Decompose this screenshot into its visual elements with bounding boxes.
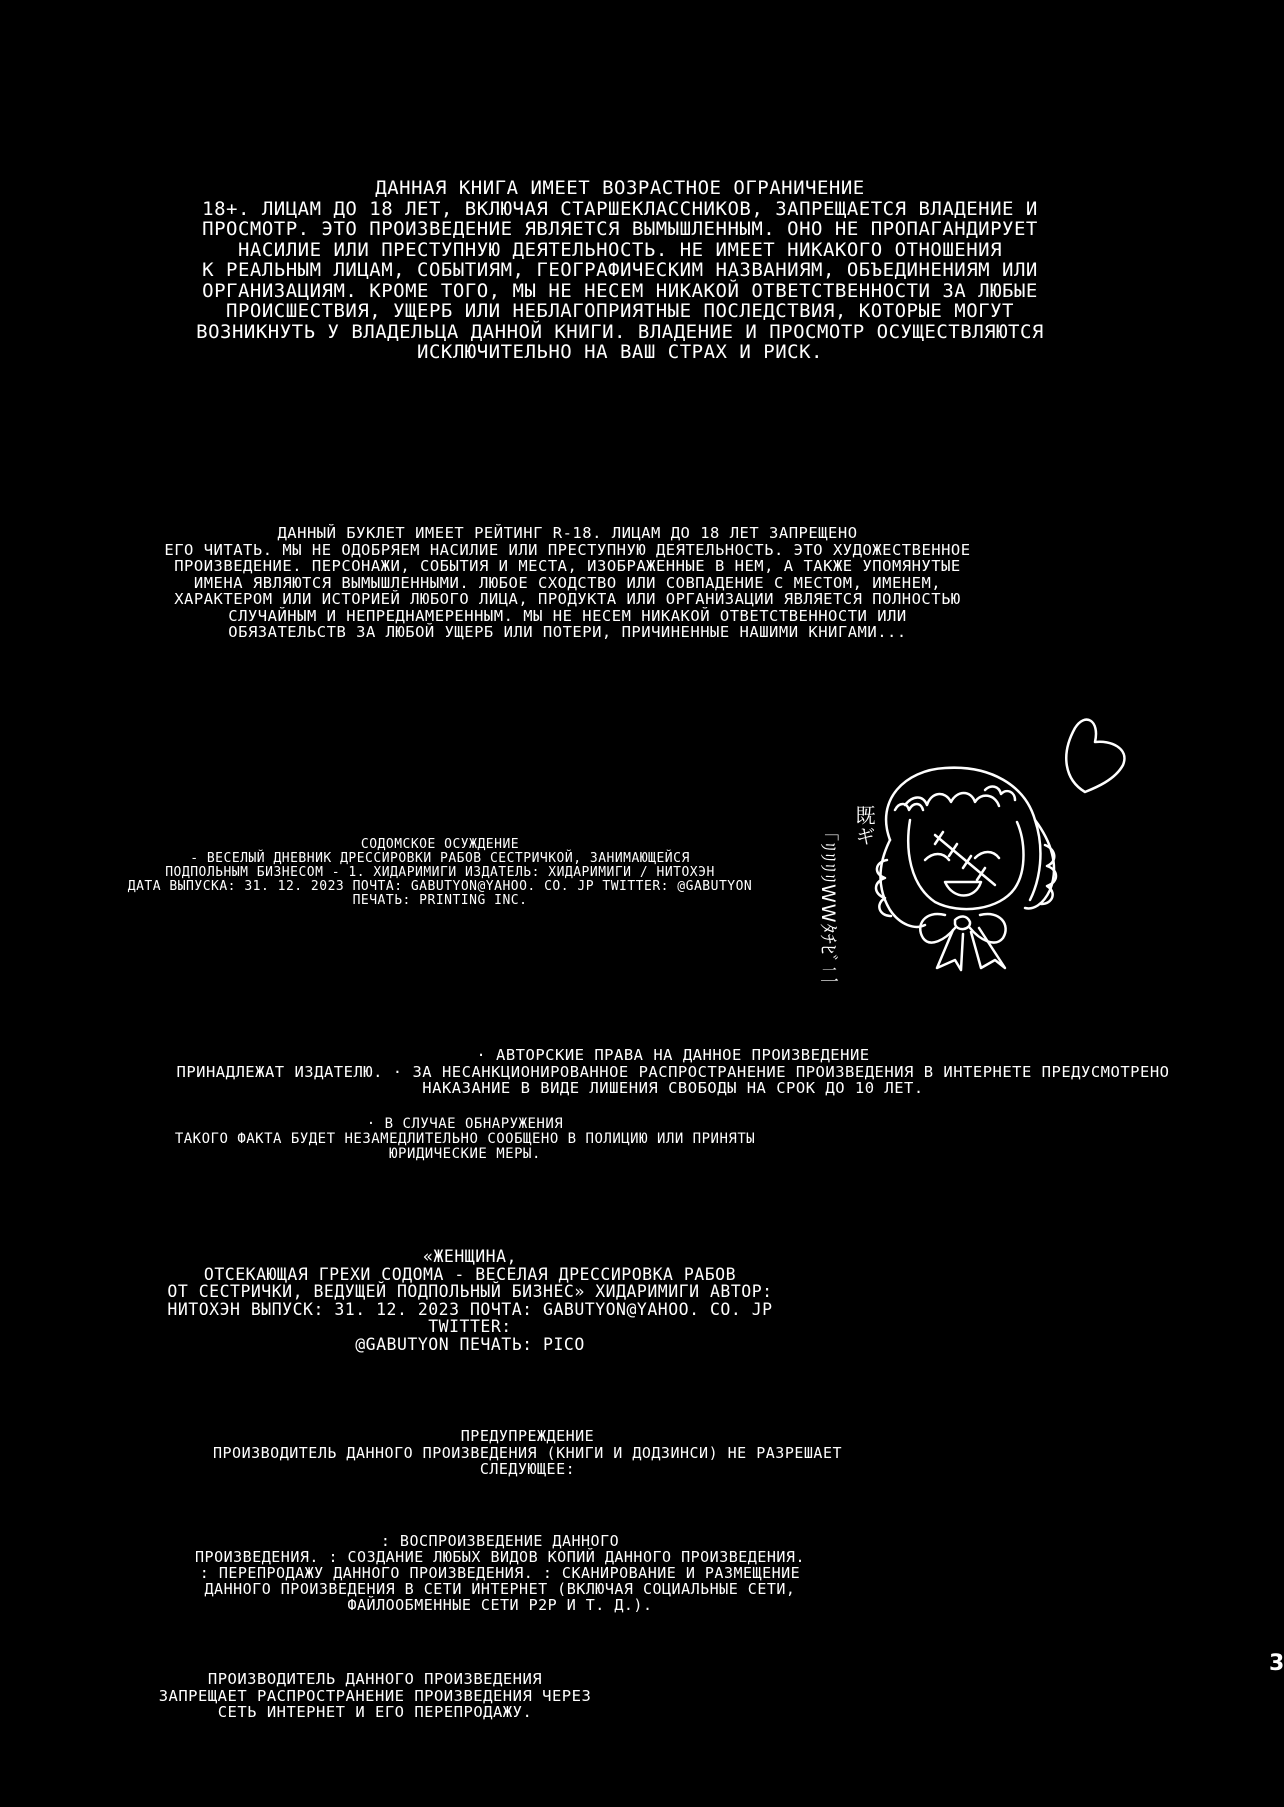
heart-icon [1066,720,1124,792]
internet-prohibition-notice: ПРОИЗВОДИТЕЛЬ ДАННОГО ПРОИЗВЕДЕНИЯ ЗАПРЕЩАЕТ РАСПРОСТРАНЕНИЕ ПРОИЗВЕДЕНИЯ ЧЕРЕЗ СЕТЬ ИНТЕРНЕТ И ЕГО ПЕРЕПРОДАЖУ. [158,1670,592,1721]
page-number: 3 [1269,1651,1284,1676]
warning-heading: ПРЕДУПРЕЖДЕНИЕ ПРОИЗВОДИТЕЛЬ ДАННОГО ПРОИЗВЕДЕНИЯ (КНИГИ И ДОДЗИНСИ) НЕ РАЗРЕШАЕТ СЛЕДУЮЩЕЕ: [212,1427,843,1478]
colophon-long: «ЖЕНЩИНА, ОТСЕКАЮЩАЯ ГРЕХИ СОДОМА - ВЕСЕЛАЯ ДРЕССИРОВКА РАБОВ ОТ СЕСТРИЧКИ, ВЕДУЩЕЙ ПОДПОЛЬНЫЙ БИЗНЕС» ХИДАРИМИГИ АВТОР: НИТОХЭН ВЫПУСК: 31. 12. 2023 ПОЧТА: GABUTYON@YAHOO. CO. JP TWITTER: @GABUTYON ПЕЧАТЬ: PICO [167,1247,773,1354]
copyright-notice: · АВТОРСКИЕ ПРАВА НА ДАННОЕ ПРОИЗВЕДЕНИЕ ПРИНАДЛЕЖАТ ИЗДАТЕЛЮ. · ЗА НЕСАНКЦИОНИРОВАННОЕ РАСПРОСТРАНЕНИЕ ПРОИЗВЕДЕНИЯ В ИНТЕРНЕТЕ ПРЕДУСМОТРЕНО НАКАЗАНИЕ В ВИДЕ ЛИШЕНИЯ СВОБОДЫ НА СРОК ДО 10 ЛЕТ. [176,1046,1170,1097]
prohibited-list: : ВОСПРОИЗВЕДЕНИЕ ДАННОГО ПРОИЗВЕДЕНИЯ. : СОЗДАНИЕ ЛЮБЫХ ВИДОВ КОПИЙ ДАННОГО ПРОИЗВЕДЕНИЯ. : ПЕРЕПРОДАЖУ ДАННОГО ПРОИЗВЕДЕНИЯ. : СКАНИРОВАНИЕ И РАЗМЕЩЕНИЕ ДАННОГО ПРОИЗВЕДЕНИЯ В СЕТИ ИНТЕРНЕТ (ВКЛЮЧАЯ СОЦИАЛЬНЫЕ СЕТИ, ФАЙЛООБМЕННЫЕ СЕТИ P2P И Т. Д.). [195,1532,805,1614]
chibi-character-drawing [795,710,1135,1020]
sfx-vertical-text: 「ﾘﾘﾘﾘWWﾀﾁﾋﾞ二 [817,822,839,985]
booklet-rating-notice: ДАННЫЙ БУКЛЕТ ИМЕЕТ РЕЙТИНГ R-18. ЛИЦАМ ДО 18 ЛЕТ ЗАПРЕЩЕНО ЕГО ЧИТАТЬ. МЫ НЕ ОДОБРЯЕМ НАСИЛИЕ ИЛИ ПРЕСТУПНУЮ ДЕЯТЕЛЬНОСТЬ. ЭТО ХУДОЖЕСТВЕННОЕ ПРОИЗВЕДЕНИЕ. ПЕРСОНАЖИ, СОБЫТИЯ И МЕСТА, ИЗОБРАЖЕННЫЕ В НЕМ, А ТАКЖЕ УПОМЯНУТЫЕ ИМЕНА ЯВЛЯЮТСЯ ВЫМЫШЛЕННЫМИ. ЛЮБОЕ СХОДСТВО ИЛИ СОВПАДЕНИЕ С МЕСТОМ, ИМЕНЕМ, ХАРАКТЕРОМ ИЛИ ИСТОРИЕЙ ЛЮБОГО ЛИЦА, ПРОДУКТА ИЛИ ОРГАНИЗАЦИИ ЯВЛЯЕТСЯ ПОЛНОСТЬЮ СЛУЧАЙНЫМ И НЕПРЕДНАМЕРЕННЫМ. МЫ НЕ НЕСЕМ НИКАКОЙ ОТВЕТСТВЕННОСТИ ИЛИ ОБЯЗАТЕЛЬСТВ ЗА ЛЮБОЙ УЩЕРБ ИЛИ ПОТЕРИ, ПРИЧИНЕННЫЕ НАШИМИ КНИГАМИ... [164,524,971,641]
colophon-short: СОДОМСКОЕ ОСУЖДЕНИЕ - ВЕСЕЛЫЙ ДНЕВНИК ДРЕССИРОВКИ РАБОВ СЕСТРИЧКОЙ, ЗАНИМАЮЩЕЙСЯ ПОДПОЛЬНЫМ БИЗНЕСОМ - 1. ХИДАРИМИГИ ИЗДАТЕЛЬ: ХИДАРИМИГИ / НИТОХЭН ДАТА ВЫПУСКА: 31. 12. 2023 ПОЧТА: GABUTYON@YAHOO. CO. JP TWITTER: @GABUTYON ПЕЧАТЬ: PRINTING INC. [127,837,753,908]
sfx-vertical-text: 既ギ [852,805,876,847]
police-notice: · В СЛУЧАЕ ОБНАРУЖЕНИЯ ТАКОГО ФАКТА БУДЕТ НЕЗАМЕДЛИТЕЛЬНО СООБЩЕНО В ПОЛИЦИЮ ИЛИ ПРИНЯТЫ ЮРИДИЧЕСКИЕ МЕРЫ. [174,1116,756,1162]
age-restriction-notice: ДАННАЯ КНИГА ИМЕЕТ ВОЗРАСТНОЕ ОГРАНИЧЕНИЕ 18+. ЛИЦАМ ДО 18 ЛЕТ, ВКЛЮЧАЯ СТАРШЕКЛАССНИКОВ, ЗАПРЕЩАЕТСЯ ВЛАДЕНИЕ И ПРОСМОТР. ЭТО ПРОИЗВЕДЕНИЕ ЯВЛЯЕТСЯ ВЫМЫШЛЕННЫМ. ОНО НЕ ПРОПАГАНДИРУЕТ НАСИЛИЕ ИЛИ ПРЕСТУПНУЮ ДЕЯТЕЛЬНОСТЬ. НЕ ИМЕЕТ НИКАКОГО ОТНОШЕНИЯ К РЕАЛЬНЫМ ЛИЦАМ, СОБЫТИЯМ, ГЕОГРАФИЧЕСКИМ НАЗВАНИЯМ, ОБЪЕДИНЕНИЯМ ИЛИ ОРГАНИЗАЦИЯМ. КРОМЕ ТОГО, МЫ НЕ НЕСЕМ НИКАКОЙ ОТВЕТСТВЕННОСТИ ЗА ЛЮБЫЕ ПРОИСШЕСТВИЯ, УЩЕРБ ИЛИ НЕБЛАГОПРИЯТНЫЕ ПОСЛЕДСТВИЯ, КОТОРЫЕ МОГУТ ВОЗНИКНУТЬ У ВЛАДЕЛЬЦА ДАННОЙ КНИГИ. ВЛАДЕНИЕ И ПРОСМОТР ОСУЩЕСТВЛЯЮТСЯ ИСКЛЮЧИТЕЛЬНО НА ВАШ СТРАХ И РИСК. [196,177,1044,363]
